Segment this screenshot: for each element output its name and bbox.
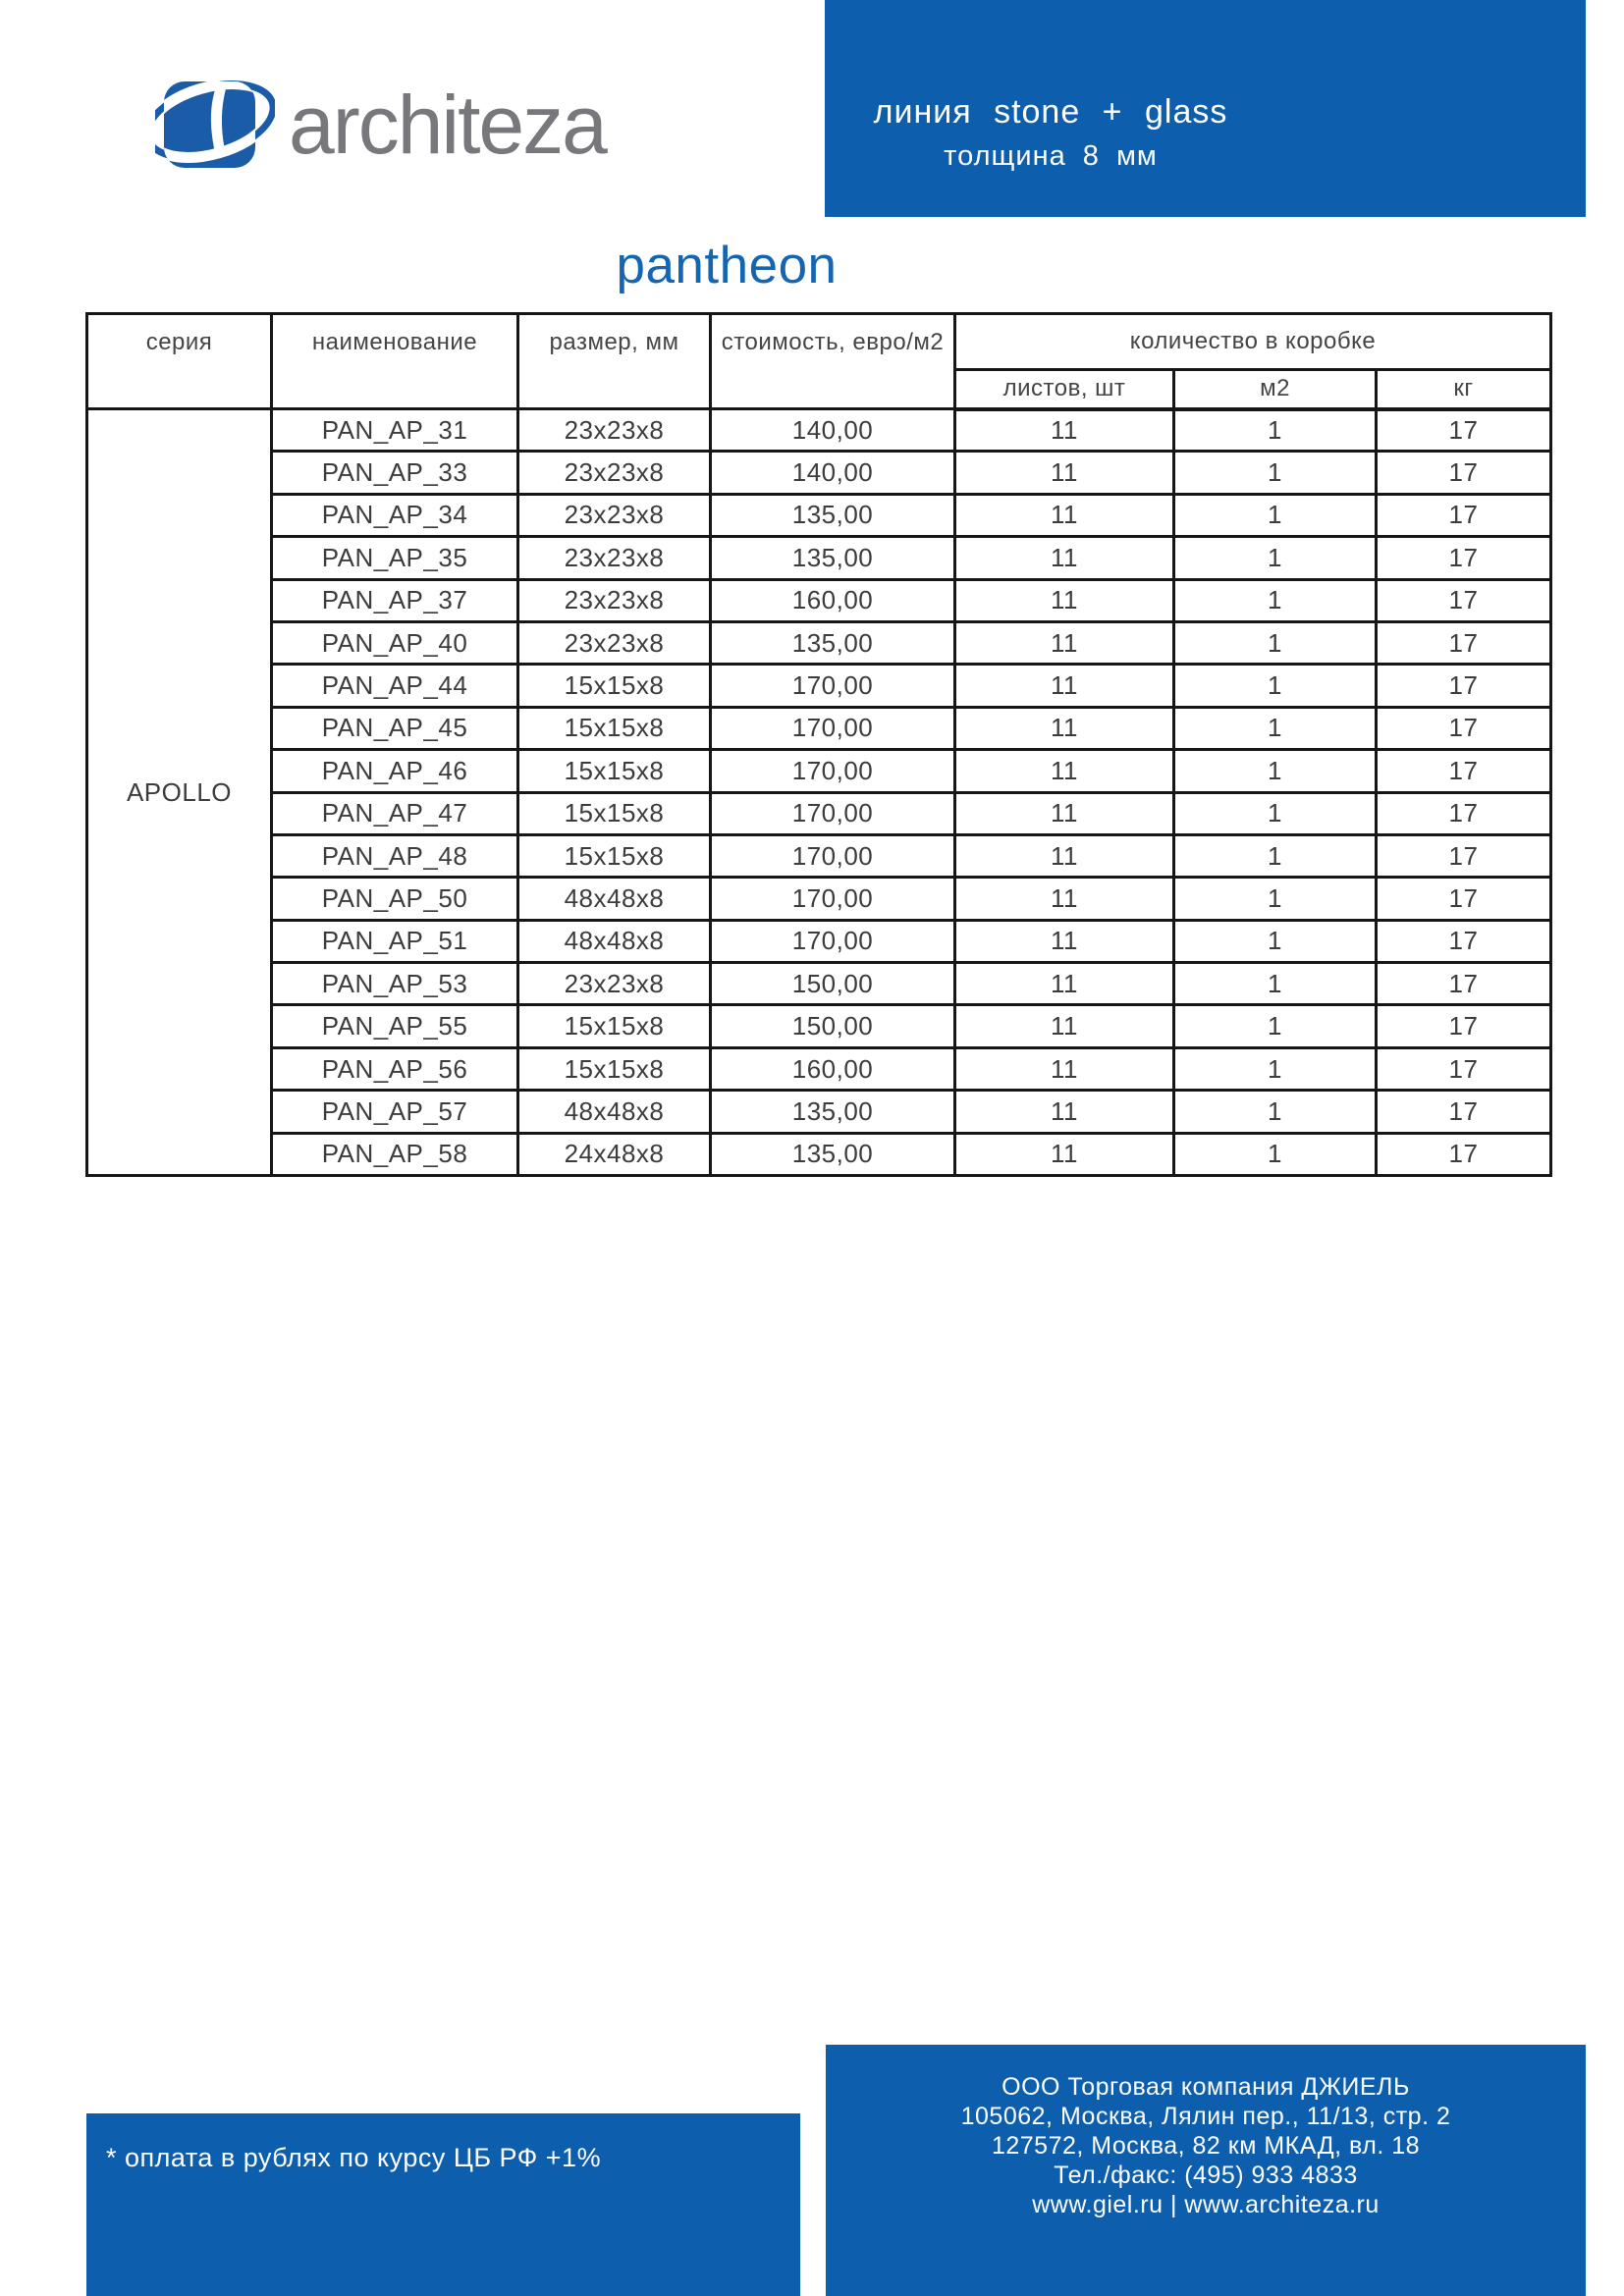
name-cell: PAN_AP_58 [272, 1133, 518, 1175]
name-cell: PAN_AP_55 [272, 1005, 518, 1047]
kg-cell: 17 [1377, 1133, 1551, 1175]
size-cell: 23x23x8 [518, 452, 711, 494]
m2-cell: 1 [1174, 920, 1377, 962]
kg-cell: 17 [1377, 665, 1551, 707]
banner-line-title: линия stone + glass [873, 93, 1228, 131]
sheets-cell: 11 [955, 834, 1174, 877]
banner-line-thickness: толщина 8 мм [944, 140, 1158, 172]
table-row [87, 665, 1551, 707]
kg-cell: 17 [1377, 579, 1551, 621]
size-cell: 24x48x8 [518, 1133, 711, 1175]
name-cell: PAN_AP_53 [272, 963, 518, 1005]
kg-cell: 17 [1377, 452, 1551, 494]
kg-cell: 17 [1377, 621, 1551, 664]
m2-cell: 1 [1174, 1133, 1377, 1175]
name-cell: PAN_AP_50 [272, 878, 518, 920]
size-cell: 23x23x8 [518, 409, 711, 452]
sheets-cell: 11 [955, 1133, 1174, 1175]
sheets-cell: 11 [955, 665, 1174, 707]
m2-cell: 1 [1174, 1047, 1377, 1090]
architeza-logo [155, 67, 606, 183]
table-row [87, 1091, 1551, 1133]
m2-cell: 1 [1174, 834, 1377, 877]
price-cell: 160,00 [711, 1047, 955, 1090]
price-cell: 170,00 [711, 878, 955, 920]
size-cell: 15x15x8 [518, 834, 711, 877]
kg-cell: 17 [1377, 963, 1551, 1005]
table-row [87, 920, 1551, 962]
kg-cell: 17 [1377, 537, 1551, 579]
size-cell: 15x15x8 [518, 707, 711, 749]
table-row [87, 537, 1551, 579]
name-cell: PAN_AP_37 [272, 579, 518, 621]
banner-text [825, 92, 1276, 174]
col-header-kg: кг [1377, 370, 1551, 409]
table-row [87, 750, 1551, 792]
price-cell: 160,00 [711, 579, 955, 621]
table-row [87, 579, 1551, 621]
size-cell: 15x15x8 [518, 792, 711, 834]
price-cell: 170,00 [711, 834, 955, 877]
size-cell: 23x23x8 [518, 579, 711, 621]
sheets-cell: 11 [955, 409, 1174, 452]
footer-address-2: 127572, Москва, 82 км МКАД, вл. 18 [991, 2132, 1421, 2160]
m2-cell: 1 [1174, 409, 1377, 452]
price-cell: 170,00 [711, 792, 955, 834]
table-row [87, 878, 1551, 920]
series-cell: APOLLO [87, 409, 272, 1176]
name-cell: PAN_AP_48 [272, 834, 518, 877]
m2-cell: 1 [1174, 792, 1377, 834]
sheets-cell: 11 [955, 1047, 1174, 1090]
architeza-logo-icon [155, 67, 275, 183]
size-cell: 23x23x8 [518, 494, 711, 536]
m2-cell: 1 [1174, 494, 1377, 536]
sheets-cell: 11 [955, 1091, 1174, 1133]
col-header-price: стоимость, евро/м2 [711, 314, 955, 409]
size-cell: 48x48x8 [518, 878, 711, 920]
kg-cell: 17 [1377, 1047, 1551, 1090]
col-header-series: серия [87, 314, 272, 409]
size-cell: 15x15x8 [518, 665, 711, 707]
m2-cell: 1 [1174, 1005, 1377, 1047]
price-table-body [87, 409, 1551, 1176]
sheets-cell: 11 [955, 537, 1174, 579]
m2-cell: 1 [1174, 963, 1377, 1005]
m2-cell: 1 [1174, 452, 1377, 494]
name-cell: PAN_AP_46 [272, 750, 518, 792]
price-cell: 170,00 [711, 750, 955, 792]
name-cell: PAN_AP_56 [272, 1047, 518, 1090]
col-header-name: наименование [272, 314, 518, 409]
size-cell: 23x23x8 [518, 963, 711, 1005]
price-table-header [87, 314, 1551, 409]
table-row [87, 621, 1551, 664]
table-row [87, 834, 1551, 877]
size-cell: 23x23x8 [518, 621, 711, 664]
table-row [87, 409, 1551, 452]
price-cell: 170,00 [711, 707, 955, 749]
table-row [87, 963, 1551, 1005]
kg-cell: 17 [1377, 792, 1551, 834]
table-row [87, 1133, 1551, 1175]
kg-cell: 17 [1377, 707, 1551, 749]
col-header-qty-group: количество в коробке [955, 314, 1551, 370]
m2-cell: 1 [1174, 537, 1377, 579]
name-cell: PAN_AP_34 [272, 494, 518, 536]
price-table [85, 312, 1552, 1177]
sheets-cell: 11 [955, 621, 1174, 664]
page-title: pantheon [616, 237, 838, 294]
name-cell: PAN_AP_31 [272, 409, 518, 452]
table-row [87, 792, 1551, 834]
m2-cell: 1 [1174, 750, 1377, 792]
table-row [87, 1005, 1551, 1047]
kg-cell: 17 [1377, 750, 1551, 792]
footer-address-1: 105062, Москва, Лялин пер., 11/13, стр. 2 [960, 2103, 1451, 2130]
table-row [87, 494, 1551, 536]
name-cell: PAN_AP_47 [272, 792, 518, 834]
kg-cell: 17 [1377, 409, 1551, 452]
kg-cell: 17 [1377, 494, 1551, 536]
kg-cell: 17 [1377, 920, 1551, 962]
table-row [87, 707, 1551, 749]
price-cell: 135,00 [711, 621, 955, 664]
kg-cell: 17 [1377, 878, 1551, 920]
col-header-size: размер, мм [518, 314, 711, 409]
sheets-cell: 11 [955, 750, 1174, 792]
brand-name: architeza [289, 79, 606, 171]
sheets-cell: 11 [955, 963, 1174, 1005]
m2-cell: 1 [1174, 665, 1377, 707]
m2-cell: 1 [1174, 621, 1377, 664]
name-cell: PAN_AP_45 [272, 707, 518, 749]
size-cell: 48x48x8 [518, 1091, 711, 1133]
sheets-cell: 11 [955, 579, 1174, 621]
price-cell: 150,00 [711, 1005, 955, 1047]
name-cell: PAN_AP_35 [272, 537, 518, 579]
price-cell: 140,00 [711, 409, 955, 452]
col-header-sheets: листов, шт [955, 370, 1174, 409]
size-cell: 48x48x8 [518, 920, 711, 962]
sheets-cell: 11 [955, 792, 1174, 834]
sheets-cell: 11 [955, 1005, 1174, 1047]
payment-footnote-box [86, 2113, 800, 2296]
name-cell: PAN_AP_40 [272, 621, 518, 664]
size-cell: 15x15x8 [518, 1005, 711, 1047]
name-cell: PAN_AP_51 [272, 920, 518, 962]
footer-phone: Тел./факс: (495) 933 4833 [1054, 2162, 1358, 2189]
footer-company: ООО Торговая компания ДЖИЕЛЬ [1001, 2073, 1410, 2101]
m2-cell: 1 [1174, 878, 1377, 920]
size-cell: 15x15x8 [518, 1047, 711, 1090]
price-cell: 135,00 [711, 494, 955, 536]
price-cell: 135,00 [711, 537, 955, 579]
header-banner [825, 0, 1586, 217]
price-cell: 140,00 [711, 452, 955, 494]
payment-footnote: * оплата в рублях по курсу ЦБ РФ +1% [106, 2143, 602, 2172]
sheets-cell: 11 [955, 452, 1174, 494]
price-cell: 170,00 [711, 920, 955, 962]
sheets-cell: 11 [955, 707, 1174, 749]
kg-cell: 17 [1377, 834, 1551, 877]
table-row [87, 452, 1551, 494]
sheets-cell: 11 [955, 878, 1174, 920]
kg-cell: 17 [1377, 1091, 1551, 1133]
footer-websites: www.giel.ru | www.architeza.ru [1032, 2191, 1380, 2218]
price-cell: 135,00 [711, 1091, 955, 1133]
footer-contacts-box [826, 2045, 1586, 2296]
m2-cell: 1 [1174, 707, 1377, 749]
col-header-m2: м2 [1174, 370, 1377, 409]
price-cell: 150,00 [711, 963, 955, 1005]
sheets-cell: 11 [955, 920, 1174, 962]
size-cell: 23x23x8 [518, 537, 711, 579]
price-cell: 135,00 [711, 1133, 955, 1175]
kg-cell: 17 [1377, 1005, 1551, 1047]
name-cell: PAN_AP_33 [272, 452, 518, 494]
sheets-cell: 11 [955, 494, 1174, 536]
table-row [87, 1047, 1551, 1090]
m2-cell: 1 [1174, 1091, 1377, 1133]
name-cell: PAN_AP_57 [272, 1091, 518, 1133]
price-cell: 170,00 [711, 665, 955, 707]
size-cell: 15x15x8 [518, 750, 711, 792]
m2-cell: 1 [1174, 579, 1377, 621]
name-cell: PAN_AP_44 [272, 665, 518, 707]
